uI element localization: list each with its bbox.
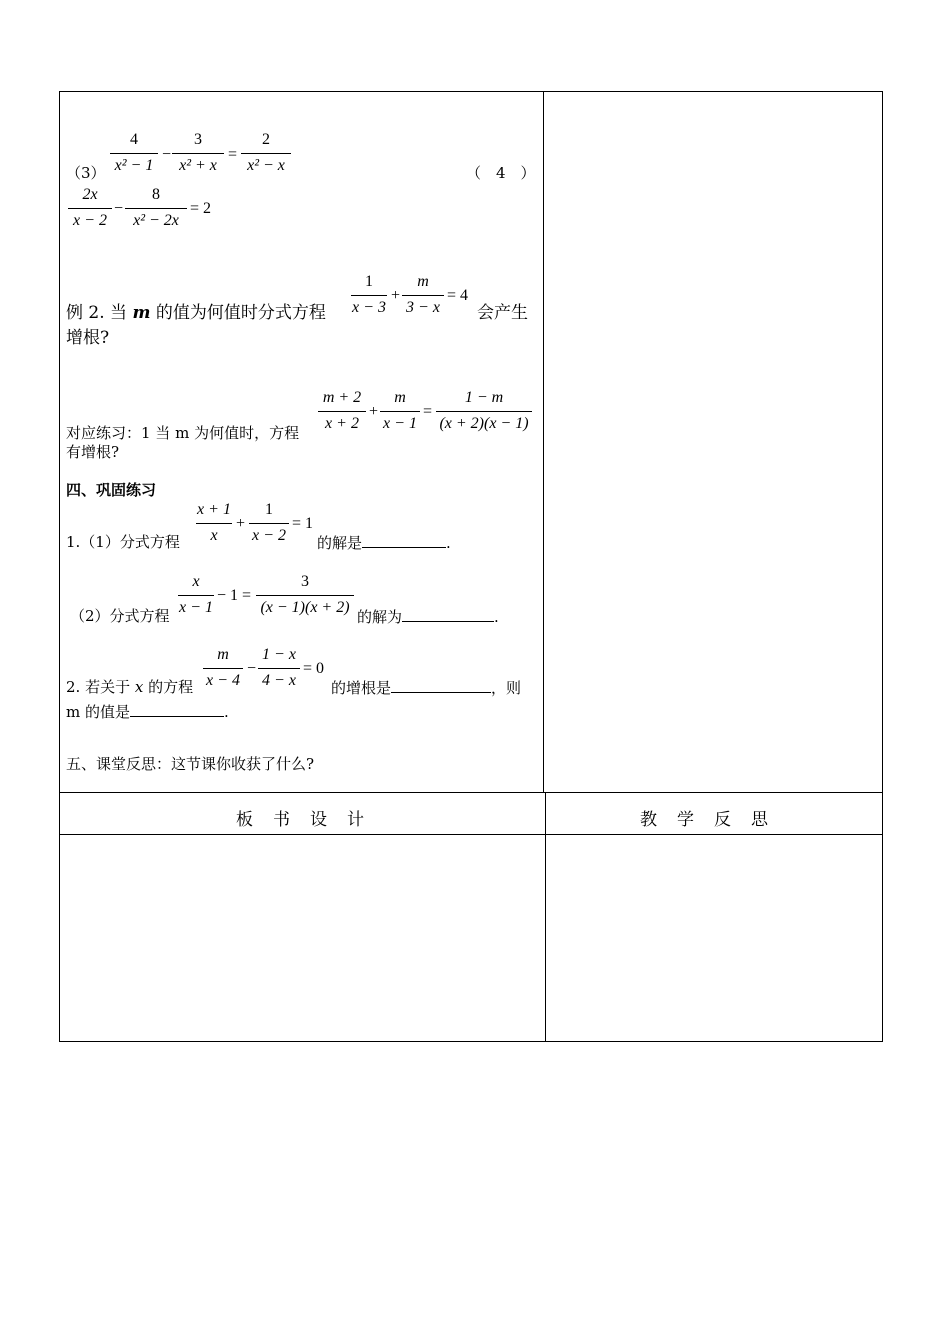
- fraction-denominator: x − 3: [352, 299, 386, 316]
- equation-rhs: = 2: [190, 200, 212, 217]
- minus-sign: −: [162, 146, 172, 163]
- fraction-numerator: m: [217, 646, 229, 663]
- fraction-numerator: m: [394, 389, 406, 406]
- exercise-1-text: 对应练习：1 当 m 为何值时，方程: [66, 424, 300, 442]
- fraction-denominator: x − 2: [252, 527, 286, 544]
- table-middle-divider-bottom: [545, 792, 546, 1042]
- q2-suffix: 的增根是 ，则: [331, 679, 522, 697]
- table-row-divider-1: [59, 792, 883, 793]
- plus-sign: +: [369, 403, 379, 420]
- fraction-denominator: x: [210, 527, 218, 544]
- fraction-numerator: x + 1: [197, 501, 231, 518]
- plus-sign: +: [391, 287, 401, 304]
- table-left-border: [59, 91, 60, 1042]
- fraction-numerator: x: [192, 573, 200, 590]
- answer-blank[interactable]: [130, 702, 224, 717]
- fraction-numerator: 4: [130, 131, 138, 148]
- answer-blank[interactable]: [362, 533, 446, 548]
- fraction-denominator: x² − x: [247, 157, 285, 174]
- q2-prefix: 2. 若关于 x 的方程: [66, 678, 194, 696]
- problem-3-label: （3）: [66, 164, 106, 182]
- fraction-denominator: x − 4: [206, 672, 240, 689]
- teaching-reflection-header: 教学反思: [640, 810, 788, 830]
- equals-sign: =: [423, 403, 433, 420]
- q1a-prefix: 1.（1）分式方程: [66, 533, 180, 551]
- fraction-denominator: 4 − x: [262, 672, 296, 689]
- fraction-numerator: 3: [301, 573, 309, 590]
- fraction-numerator: 2: [262, 131, 270, 148]
- q2-line-2: m 的值是 .: [66, 703, 229, 721]
- variable-m: m: [132, 303, 151, 323]
- fraction-denominator: 3 − x: [406, 299, 440, 316]
- answer-blank[interactable]: [402, 607, 494, 622]
- q1a-suffix: 的解是 .: [317, 534, 451, 552]
- fraction-numerator: 1: [365, 273, 373, 290]
- table-right-border: [882, 91, 883, 1042]
- example-2-suffix: 会产生: [477, 303, 528, 323]
- board-design-header: 板书设计: [236, 810, 384, 830]
- equation-rhs: = 1: [292, 515, 314, 532]
- problem-4-label: （ 4 ）: [466, 164, 536, 182]
- fraction-denominator: x² + x: [179, 157, 217, 174]
- fraction-numerator: 1 − x: [262, 646, 296, 663]
- minus-sign: −: [247, 660, 257, 677]
- example-2-line-2: 增根?: [66, 328, 110, 348]
- fraction-numerator: 8: [152, 186, 160, 203]
- minus-sign: −: [114, 200, 124, 217]
- fraction-denominator: (x + 2)(x − 1): [439, 415, 529, 432]
- q1b-middle: − 1 =: [217, 587, 252, 604]
- fraction-numerator: m: [417, 273, 429, 290]
- q1b-suffix: 的解为 .: [357, 608, 499, 626]
- equation-rhs: = 4: [447, 287, 469, 304]
- fraction-denominator: x − 1: [383, 415, 417, 432]
- fraction-denominator: x² − 2x: [133, 212, 179, 229]
- table-middle-divider-top: [543, 91, 544, 792]
- answer-blank[interactable]: [391, 678, 491, 693]
- table-bottom-border: [59, 1041, 883, 1042]
- plus-sign: +: [236, 515, 246, 532]
- equals-sign: =: [228, 146, 238, 163]
- variable-x: x: [134, 678, 144, 696]
- section-4-title: 四、巩固练习: [66, 481, 157, 499]
- equation-rhs: = 0: [303, 660, 325, 677]
- fraction-numerator: 1: [265, 501, 273, 518]
- fraction-denominator: x − 2: [73, 212, 107, 229]
- fraction-numerator: m + 2: [322, 389, 362, 406]
- example-2-prefix: 例 2. 当 m 的值为何值时分式方程: [66, 303, 326, 323]
- table-top-border: [59, 91, 883, 92]
- exercise-1-line-2: 有增根?: [66, 443, 120, 461]
- fraction-denominator: x + 2: [325, 415, 359, 432]
- q1b-prefix: （2）分式方程: [70, 607, 170, 625]
- fraction-denominator: x² − 1: [114, 157, 154, 174]
- fraction-denominator: x − 1: [179, 599, 213, 616]
- fraction-denominator: (x − 1)(x + 2): [260, 599, 350, 616]
- table-row-divider-2: [59, 834, 883, 835]
- fraction-numerator: 2x: [82, 186, 98, 203]
- section-5-title: 五、课堂反思：这节课你收获了什么?: [66, 755, 315, 773]
- fraction-numerator: 3: [194, 131, 202, 148]
- fraction-numerator: 1 − m: [464, 389, 504, 406]
